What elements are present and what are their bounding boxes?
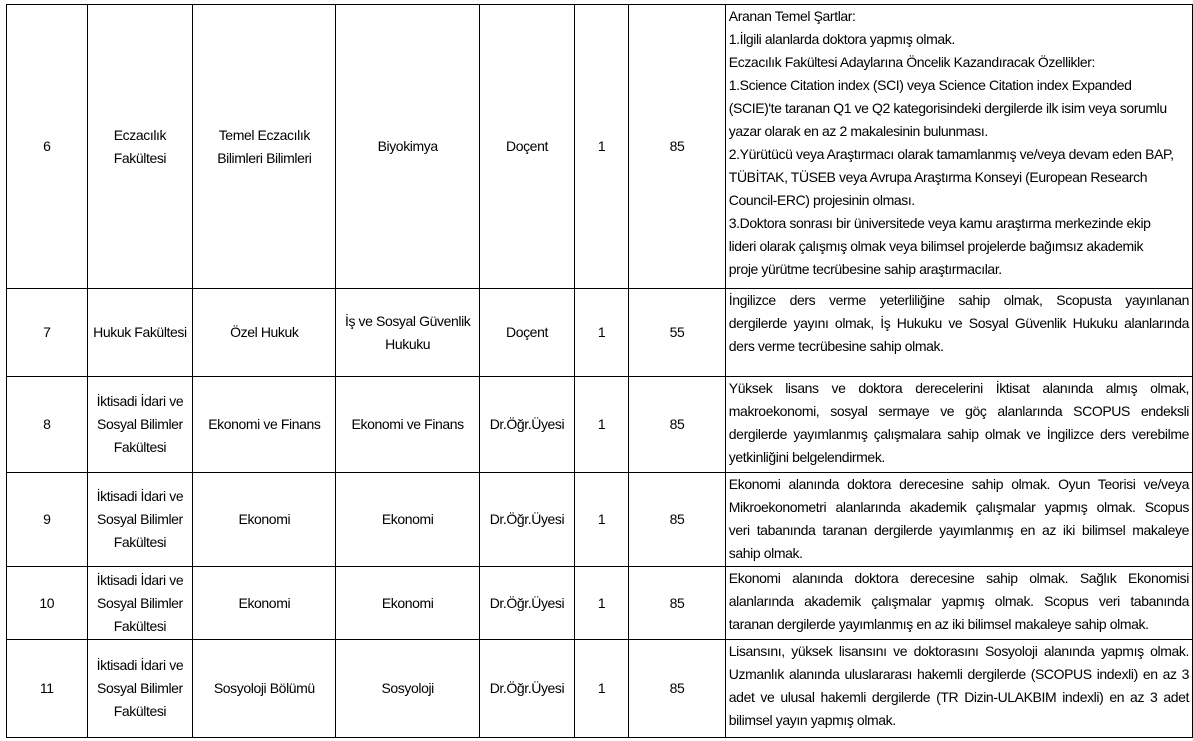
requirement-line: Ekonomi alanında doktora derecesine sahip olmak. Sağlık Ekonomisi bbox=[728, 570, 1189, 586]
requirements-cell bbox=[725, 5, 1192, 289]
requirement-line: proje yürütme tecrübesine sahip araştırmacılar. bbox=[728, 261, 1002, 277]
requirement-line: 2.Yürütücü veya Araştırmacı olarak tamamlanmış ve/veya devam eden BAP, bbox=[728, 146, 1174, 162]
table-row bbox=[7, 377, 1193, 473]
requirement-line: TÜBİTAK, TÜSEB veya Avrupa Araştırma Konseyi (European Research bbox=[728, 169, 1148, 185]
field-line: İş ve Sosyal Güvenlik bbox=[344, 312, 471, 329]
faculty-line: Fakültesi bbox=[113, 617, 167, 634]
requirement-line: adet ve ulusal hakemli dergilerde (TR Dizin-ULAKBIM indexli) en az 3 adet bbox=[728, 689, 1189, 705]
field-cell bbox=[336, 5, 480, 289]
faculty-line: Sosyal Bilimler bbox=[97, 511, 183, 527]
row-number: 9 bbox=[7, 473, 88, 567]
department-line: Bilimleri Bilimleri bbox=[217, 149, 312, 166]
requirements-cell bbox=[725, 377, 1192, 473]
requirement-line: Eczacılık Fakültesi Adaylarına Öncelik Kazandıracak Özellikler: bbox=[728, 54, 1095, 70]
count-cell: 1 bbox=[575, 5, 629, 289]
positions-table bbox=[6, 4, 1193, 738]
title-cell: Dr.Öğr.Üyesi bbox=[479, 640, 574, 738]
table-row bbox=[7, 640, 1193, 738]
requirement-line: Yüksek lisans ve doktora derecelerini İktisat alanında almış olmak, bbox=[728, 380, 1189, 396]
department-line: Ekonomi ve Finans bbox=[208, 416, 321, 432]
score-cell: 85 bbox=[629, 5, 726, 289]
score-cell: 85 bbox=[629, 473, 726, 567]
faculty-line: Hukuk Fakültesi bbox=[93, 324, 187, 340]
field-cell bbox=[336, 473, 480, 567]
requirement-line: Council-ERC) projesinin olması. bbox=[728, 192, 915, 208]
faculty-line: Sosyal Bilimler bbox=[97, 416, 183, 432]
department-line: Ekonomi bbox=[238, 594, 291, 611]
requirement-line: makroekonomi, sosyal sermaye ve göç alanlarında SCOPUS endeksli bbox=[728, 403, 1189, 419]
faculty-cell bbox=[87, 567, 193, 640]
requirement-line: lideri olarak çalışmış olmak veya bilimsel projelerde bağımsız akademik bbox=[728, 238, 1144, 254]
field-line: Ekonomi ve Finans bbox=[351, 416, 464, 432]
count-cell: 1 bbox=[575, 473, 629, 567]
table-row bbox=[7, 567, 1193, 640]
title-cell: Doçent bbox=[479, 5, 574, 289]
requirement-line: Ekonomi alanında doktora derecesine sahip olmak. Oyun Teorisi ve/veya bbox=[728, 476, 1189, 492]
faculty-line: İktisadi İdari ve bbox=[96, 393, 184, 409]
row-number: 11 bbox=[7, 640, 88, 738]
requirements-cell bbox=[725, 640, 1192, 738]
faculty-line: Fakültesi bbox=[113, 149, 167, 166]
requirement-line: Uzmanlık alanında uluslararası hakemli dergilerde (SCOPUS indexli) en az 3 bbox=[728, 666, 1189, 682]
requirement-line: İngilizce ders verme yeterliliğine sahip olmak, Scopusta yayınlanan bbox=[728, 292, 1189, 308]
department-cell bbox=[193, 5, 336, 289]
table-row bbox=[7, 289, 1193, 377]
requirement-line: bilimsel yayın yapmış olmak. bbox=[728, 712, 896, 728]
requirements-cell bbox=[725, 473, 1192, 567]
count-cell: 1 bbox=[575, 640, 629, 738]
faculty-line: Fakültesi bbox=[113, 534, 167, 550]
row-number: 7 bbox=[7, 289, 88, 377]
score-cell: 85 bbox=[629, 567, 726, 640]
department-cell bbox=[193, 377, 336, 473]
department-cell bbox=[193, 289, 336, 377]
requirements-cell bbox=[725, 567, 1192, 640]
requirement-line: ders verme tecrübesine sahip olmak. bbox=[728, 338, 944, 354]
department-line: Sosyoloji Bölümü bbox=[213, 680, 315, 696]
requirement-line: Aranan Temel Şartlar: bbox=[728, 8, 856, 24]
row-number: 10 bbox=[7, 567, 88, 640]
requirement-line: sahip olmak. bbox=[728, 545, 803, 561]
faculty-line: Eczacılık bbox=[113, 126, 167, 143]
field-cell bbox=[336, 567, 480, 640]
requirement-line: veri tabanında taranan dergilerde yayımlanmış en az iki bilimsel makaleye bbox=[728, 522, 1189, 538]
requirement-line: Mikroekonometri alanlarında akademik çalışmalar yapmış olmak. Scopus bbox=[728, 499, 1189, 515]
title-cell: Dr.Öğr.Üyesi bbox=[479, 473, 574, 567]
field-line: Hukuku bbox=[385, 335, 431, 352]
department-line: Ekonomi bbox=[238, 511, 291, 527]
score-cell: 85 bbox=[629, 377, 726, 473]
faculty-line: Sosyal Bilimler bbox=[97, 680, 183, 696]
department-cell bbox=[193, 640, 336, 738]
score-cell: 85 bbox=[629, 640, 726, 738]
requirement-line: 1.İlgili alanlarda doktora yapmış olmak. bbox=[728, 31, 955, 47]
field-cell bbox=[336, 377, 480, 473]
requirement-line: taranan dergilerde yayımlanmış en az iki bilimsel makaleye sahip olmak. bbox=[728, 616, 1149, 632]
row-number: 6 bbox=[7, 5, 88, 289]
requirement-line: 3.Doktora sonrası bir üniversitede veya kamu araştırma merkezinde ekip bbox=[728, 215, 1151, 231]
requirement-line: Lisansını, yüksek lisansını ve doktorasını Sosyoloji alanında yapmış olmak. bbox=[728, 643, 1189, 659]
requirement-line: alanlarında akademik çalışmalar yapmış olmak. Scopus veri tabanında bbox=[728, 593, 1189, 609]
requirements-cell bbox=[725, 289, 1192, 377]
department-cell bbox=[193, 567, 336, 640]
table-row bbox=[7, 473, 1193, 567]
faculty-cell bbox=[87, 473, 193, 567]
faculty-cell bbox=[87, 289, 193, 377]
requirement-line: yetkinliğini belgelendirmek. bbox=[728, 449, 885, 465]
score-cell: 55 bbox=[629, 289, 726, 377]
count-cell: 1 bbox=[575, 567, 629, 640]
field-line: Biyokimya bbox=[377, 138, 438, 154]
title-cell: Dr.Öğr.Üyesi bbox=[479, 377, 574, 473]
table-row bbox=[7, 5, 1193, 289]
count-cell: 1 bbox=[575, 377, 629, 473]
faculty-cell bbox=[87, 5, 193, 289]
field-line: Ekonomi bbox=[381, 594, 434, 611]
requirement-line: (SCIE)'te taranan Q1 ve Q2 kategorisindeki dergilerde ilk isim veya sorumlu bbox=[728, 100, 1167, 116]
count-cell: 1 bbox=[575, 289, 629, 377]
requirement-line: dergilerde yayımlanmış çalışmalara sahip olmak ve İngilizce ders verebilme bbox=[728, 426, 1189, 442]
field-line: Sosyoloji bbox=[381, 680, 434, 696]
field-cell bbox=[336, 289, 480, 377]
faculty-line: Fakültesi bbox=[113, 703, 167, 719]
field-cell bbox=[336, 640, 480, 738]
requirement-line: yazar olarak en az 2 makalesinin bulunması. bbox=[728, 123, 988, 139]
department-line: Özel Hukuk bbox=[230, 324, 299, 340]
department-line: Temel Eczacılık bbox=[218, 126, 310, 143]
faculty-cell bbox=[87, 377, 193, 473]
faculty-line: Sosyal Bilimler bbox=[97, 594, 183, 611]
row-number: 8 bbox=[7, 377, 88, 473]
title-cell: Dr.Öğr.Üyesi bbox=[479, 567, 574, 640]
requirement-line: dergilerde yayını olmak, İş Hukuku ve Sosyal Güvenlik Hukuku alanlarında bbox=[728, 315, 1189, 331]
faculty-line: Fakültesi bbox=[113, 439, 167, 455]
faculty-line: İktisadi İdari ve bbox=[96, 571, 184, 588]
field-line: Ekonomi bbox=[381, 511, 434, 527]
requirement-line: 1.Science Citation index (SCI) veya Science Citation index Expanded bbox=[728, 77, 1132, 93]
faculty-cell bbox=[87, 640, 193, 738]
department-cell bbox=[193, 473, 336, 567]
faculty-line: İktisadi İdari ve bbox=[96, 488, 184, 504]
title-cell: Doçent bbox=[479, 289, 574, 377]
faculty-line: İktisadi İdari ve bbox=[96, 657, 184, 673]
